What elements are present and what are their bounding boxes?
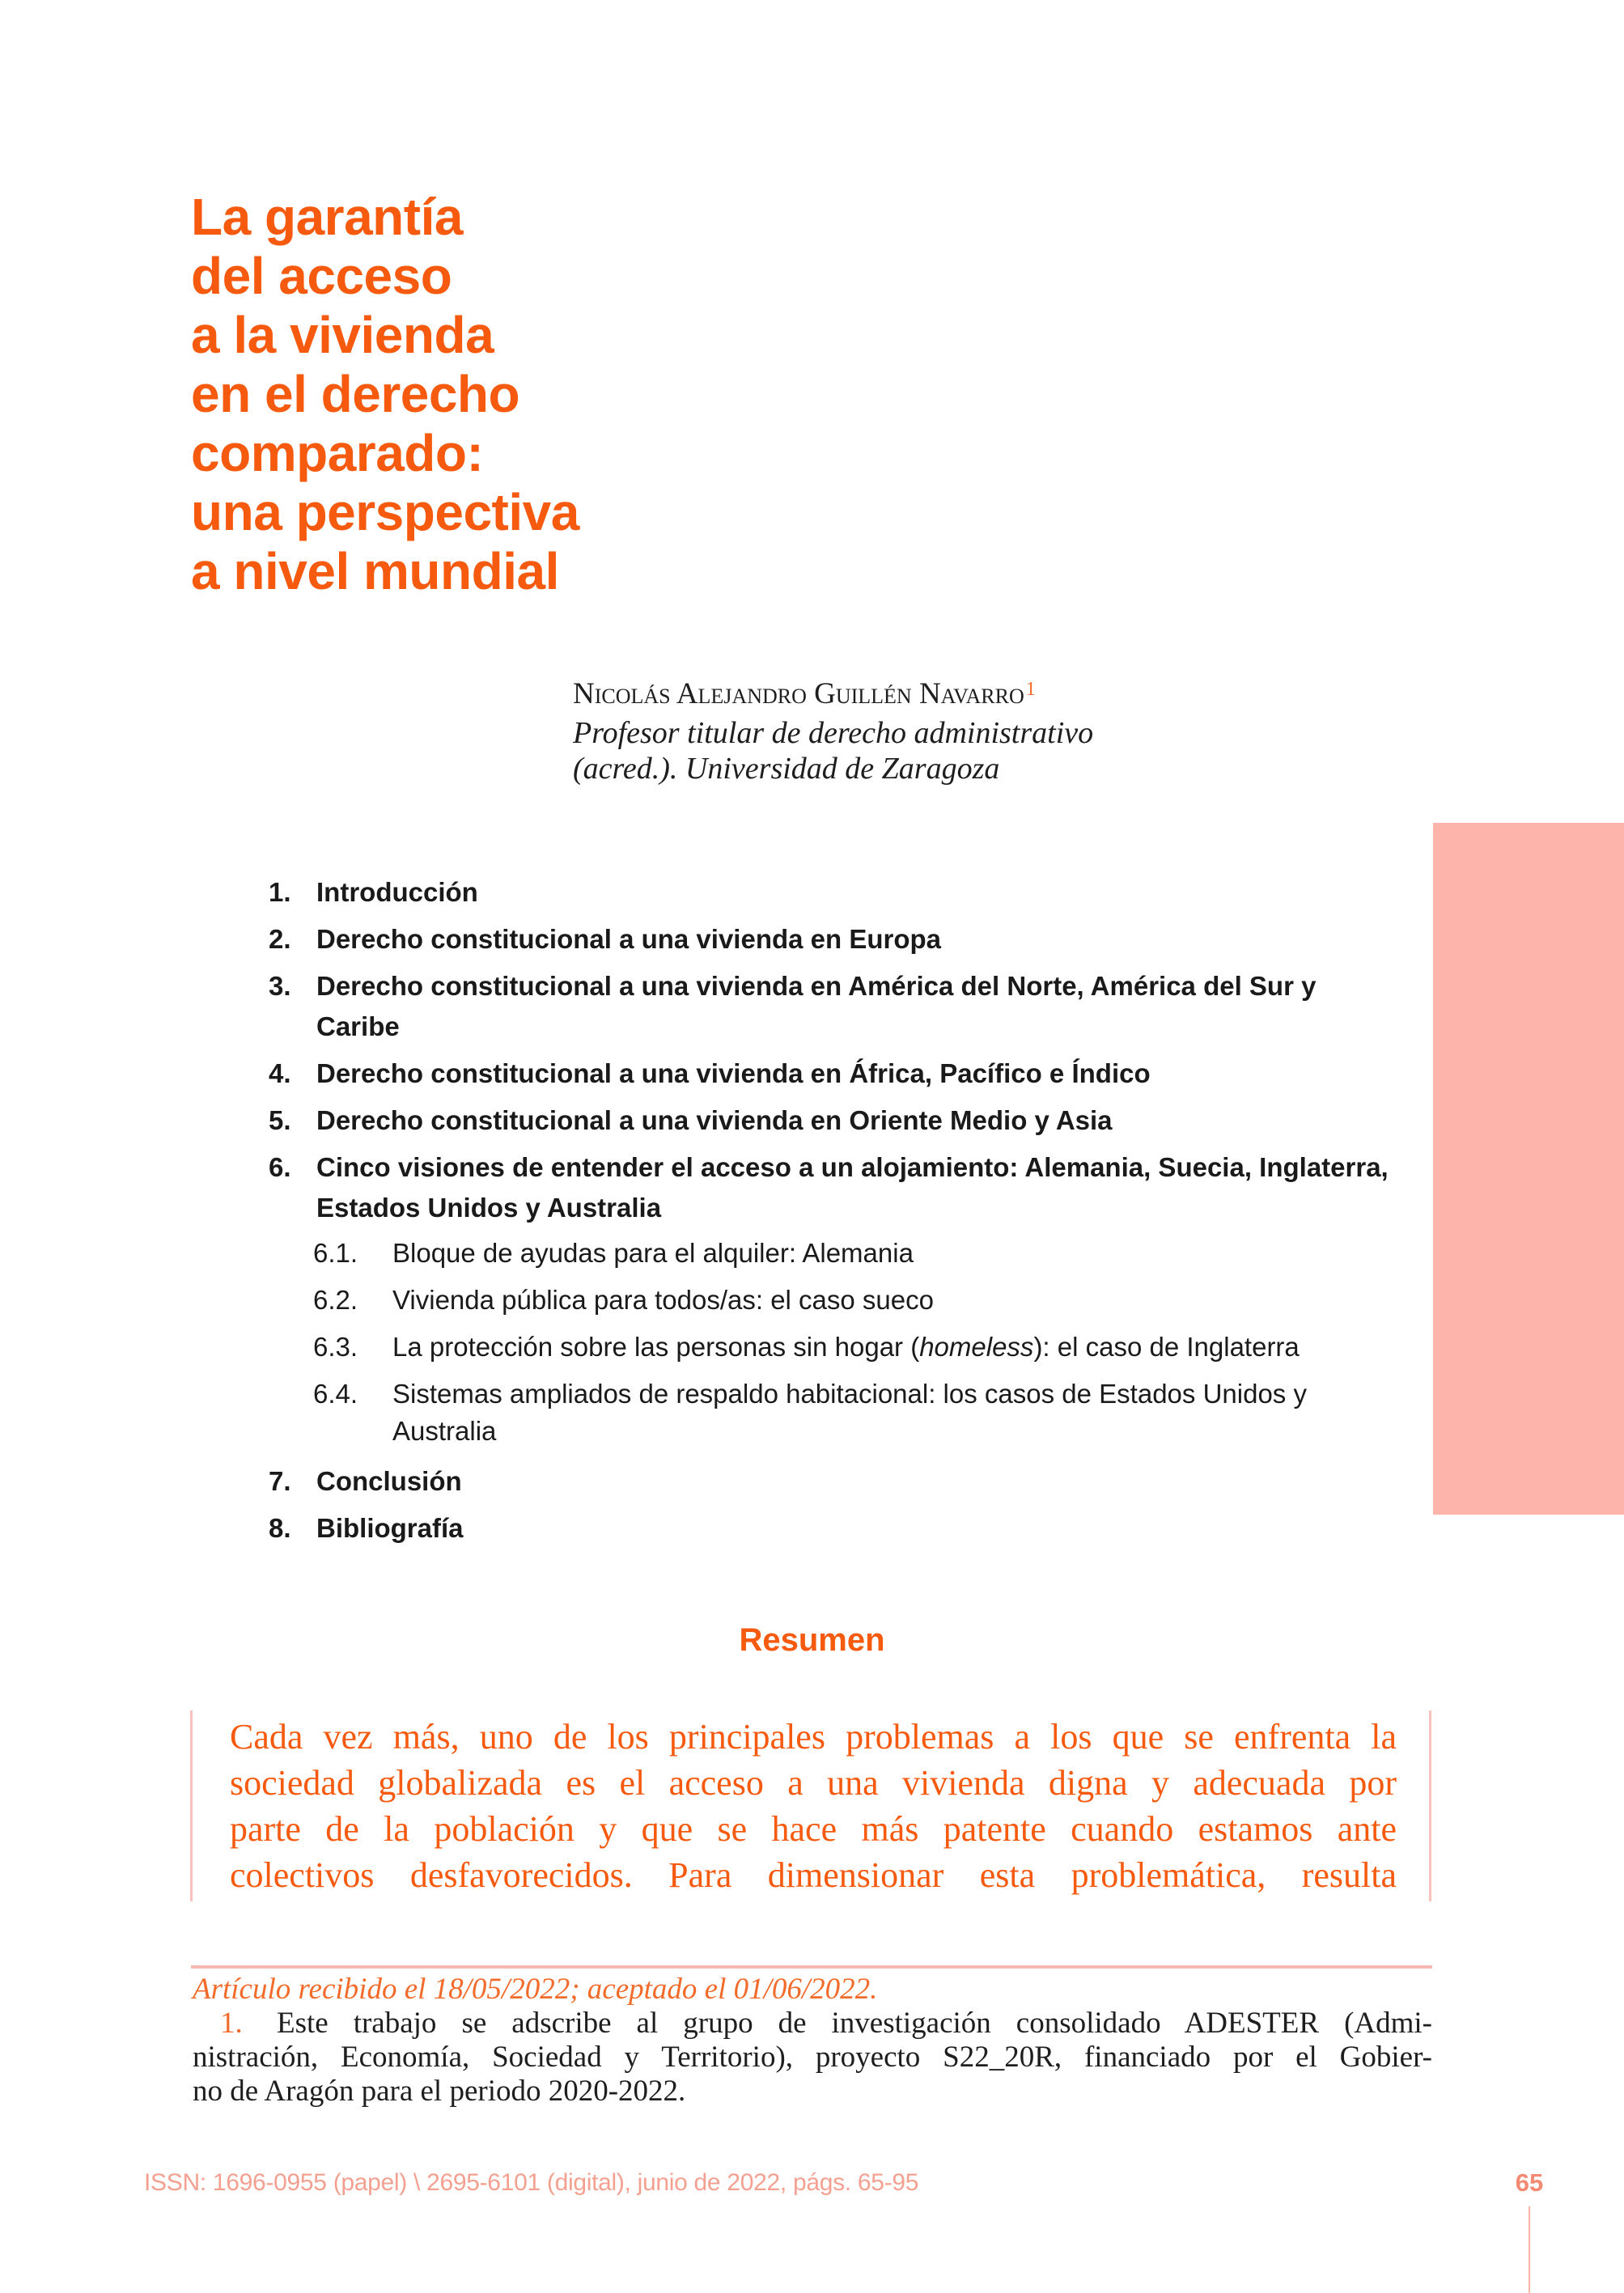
abstract-line: colectivos desfavorecidos. Para dimensionar esta problemática, resulta bbox=[230, 1855, 1397, 1895]
toc-sub-label: Vivienda pública para todos/as: el caso sueco bbox=[392, 1285, 934, 1315]
toc-subitem[interactable] bbox=[269, 1235, 1418, 1272]
toc-number: 8. bbox=[269, 1513, 291, 1543]
author-affiliation bbox=[573, 715, 1093, 786]
title-line: comparado: bbox=[191, 424, 484, 482]
toc-number: 1. bbox=[269, 877, 291, 907]
toc-sub-number: 6.4. bbox=[313, 1379, 358, 1409]
toc-subitem[interactable] bbox=[269, 1282, 1418, 1319]
abstract-line: parte de la población y que se hace más patente cuando estamos ante bbox=[230, 1809, 1397, 1849]
toc-sub-label-italic: homeless bbox=[919, 1332, 1034, 1362]
title-line: a la vivienda bbox=[191, 306, 494, 364]
footnote-1 bbox=[193, 2007, 1432, 2109]
author-name bbox=[573, 678, 1093, 710]
abstract-line: sociedad globalizada es el acceso a una vivienda digna y adecuada por bbox=[230, 1763, 1397, 1803]
title-line: La garantía bbox=[191, 188, 463, 246]
toc-label: Derecho constitucional a una vivienda en América del Norte, América del Sur y Caribe bbox=[316, 971, 1317, 1041]
toc-item[interactable] bbox=[269, 1147, 1433, 1228]
footnote-line: no de Aragón para el periodo 2020-2022. bbox=[193, 2075, 686, 2108]
toc-item[interactable] bbox=[269, 966, 1384, 1047]
toc-number: 4. bbox=[269, 1058, 291, 1088]
toc-item[interactable] bbox=[269, 872, 1418, 913]
abstract-box bbox=[190, 1710, 1431, 1901]
toc-number: 3. bbox=[269, 971, 291, 1001]
toc-subitem[interactable] bbox=[269, 1375, 1412, 1450]
toc-sub-label: Bloque de ayudas para el alquiler: Alemania bbox=[392, 1238, 914, 1268]
toc-item[interactable] bbox=[269, 919, 1418, 960]
toc-label: Derecho constitucional a una vivienda en Europa bbox=[316, 924, 942, 954]
issn-footer: ISSN: 1696-0955 (papel) \ 2695-6101 (digital), junio de 2022, págs. 65-95 bbox=[144, 2169, 919, 2196]
toc-label: Cinco visiones de entender el acceso a un alojamiento: Alemania, Suecia, Inglaterra, Estados Unidos y Australia bbox=[316, 1152, 1389, 1223]
toc-label: Bibliografía bbox=[316, 1513, 464, 1543]
page-number: 65 bbox=[1515, 2168, 1544, 2197]
toc-label: Conclusión bbox=[316, 1466, 462, 1496]
toc-item[interactable] bbox=[269, 1461, 1418, 1502]
toc-sub-label bbox=[392, 1332, 1300, 1362]
title-line: en el derecho bbox=[191, 365, 520, 423]
toc-sub-number: 6.2. bbox=[313, 1285, 358, 1315]
table-of-contents bbox=[269, 872, 1418, 1555]
toc-subitem[interactable] bbox=[269, 1329, 1418, 1366]
toc-item[interactable] bbox=[269, 1053, 1418, 1094]
abstract-text bbox=[230, 1714, 1397, 1898]
received-date-note: Artículo recibido el 18/05/2022; aceptado el 01/06/2022. bbox=[193, 1973, 878, 2006]
toc-number: 2. bbox=[269, 924, 291, 954]
affiliation-line: (acred.). Universidad de Zaragoza bbox=[573, 752, 1000, 786]
title-line: a nivel mundial bbox=[191, 542, 559, 600]
author-block bbox=[573, 678, 1093, 786]
footnote-line: nistración, Economía, Sociedad y Territorio), proyecto S22_20R, financiado por el Gobier- bbox=[193, 2041, 1432, 2074]
footnote-number: 1. bbox=[220, 2007, 243, 2040]
footnote-text: Este trabajo se adscribe al grupo de investigación consolidado ADESTER (Admi- bbox=[277, 2007, 1432, 2040]
page-number-rule bbox=[1529, 2206, 1530, 2293]
title-line: una perspectiva bbox=[191, 483, 579, 541]
side-color-block bbox=[1433, 823, 1624, 1515]
abstract-line: Cada vez más, uno de los principales problemas a los que se enfrenta la bbox=[230, 1717, 1397, 1757]
toc-number: 5. bbox=[269, 1105, 291, 1135]
toc-sub-number: 6.1. bbox=[313, 1238, 358, 1268]
affiliation-line: Profesor titular de derecho administrativo bbox=[573, 716, 1094, 750]
toc-label: Derecho constitucional a una vivienda en África, Pacífico e Índico bbox=[316, 1058, 1151, 1088]
toc-label: Introducción bbox=[316, 877, 478, 907]
title-line: del acceso bbox=[191, 247, 452, 305]
toc-sub-label-part: La protección sobre las personas sin hogar ( bbox=[392, 1332, 920, 1362]
toc-sub-label-part: ): el caso de Inglaterra bbox=[1033, 1332, 1300, 1362]
footnote-line bbox=[193, 2007, 1432, 2041]
toc-number: 6. bbox=[269, 1152, 291, 1182]
toc-item[interactable] bbox=[269, 1100, 1418, 1141]
footnote-marker[interactable]: 1 bbox=[1025, 679, 1036, 700]
article-title bbox=[191, 188, 919, 601]
footnote-divider bbox=[191, 1965, 1432, 1969]
abstract-heading: Resumen bbox=[739, 1622, 885, 1658]
author-name-text: Nicolás Alejandro Guillén Navarro bbox=[573, 677, 1024, 710]
toc-sub-number: 6.3. bbox=[313, 1332, 358, 1362]
toc-item[interactable] bbox=[269, 1508, 1418, 1549]
toc-label: Derecho constitucional a una vivienda en Oriente Medio y Asia bbox=[316, 1105, 1113, 1135]
toc-sub-label: Sistemas ampliados de respaldo habitacional: los casos de Estados Unidos y Australia bbox=[392, 1379, 1307, 1446]
toc-number: 7. bbox=[269, 1466, 291, 1496]
